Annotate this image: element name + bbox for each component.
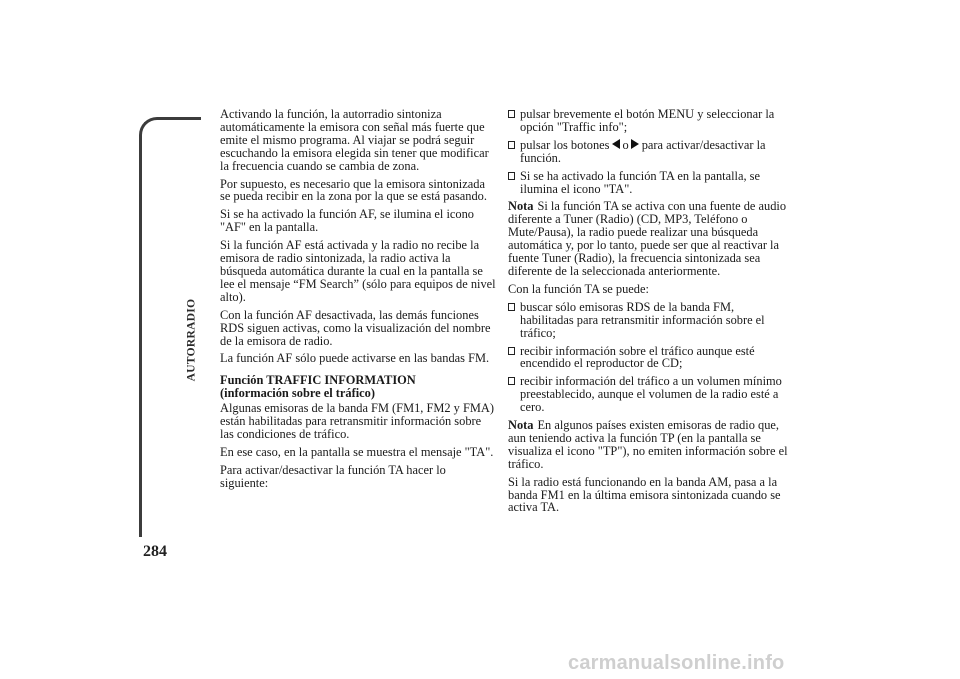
section-heading xyxy=(220,374,496,400)
note xyxy=(508,419,788,471)
note-label: Nota xyxy=(508,199,534,214)
list-item-text: recibir información del tráfico a un volumen mínimo preestablecido, aunque el volumen de la radio esté a cero. xyxy=(520,374,782,415)
list-item xyxy=(508,108,788,134)
paragraph: Con la función AF desactivada, las demás funciones RDS siguen activas, como la visualización del nombre de la emisora de radio. xyxy=(220,307,491,348)
left-column xyxy=(220,108,496,495)
list-item-text-part: pulsar los botones xyxy=(520,137,610,152)
right-column xyxy=(508,108,788,519)
watermark: carmanualsonline.info xyxy=(568,652,785,674)
checkbox-bullet-icon xyxy=(508,377,515,385)
checkbox-bullet-icon xyxy=(508,172,515,180)
section-tab xyxy=(181,300,201,380)
paragraph: Si se ha activado la función AF, se ilumina el icono "AF" en la pantalla. xyxy=(220,207,474,235)
checkbox-bullet-icon xyxy=(508,141,515,149)
list-item xyxy=(508,301,788,340)
checkbox-bullet-icon xyxy=(508,303,515,311)
paragraph: Por supuesto, es necesario que la emisora sintonizada se pueda recibir en la zona por la que se está pasando. xyxy=(220,176,487,204)
list-item xyxy=(508,139,788,165)
paragraph: Para activar/desactivar la función TA hacer lo siguiente: xyxy=(220,462,446,490)
note-label: Nota xyxy=(508,418,534,433)
note-text: Si la función TA se activa con una fuente de audio diferente a Tuner (Radio) (CD, MP3, Teléfono o Mute/Pausa), la radio puede realizar una búsqueda automática y, por lo tanto, puede ser que al reactivar la fuente Tuner (Radio), la frecuencia sintonizada sea diferente de la seleccionada anteriormente. xyxy=(508,199,787,278)
list-item-text xyxy=(520,139,788,165)
arrow-left-icon xyxy=(612,139,620,149)
page-number: 284 xyxy=(143,543,167,560)
paragraph: Activando la función, la autorradio sintoniza automáticamente la emisora con señal más fuerte que emite el mismo programa. Al viajar se podrá seguir escuchando la emisora elegida sin tener que modificar la frecuencia cuando se cambia de zona. xyxy=(220,107,489,173)
paragraph: La función AF sólo puede activarse en las bandas FM. xyxy=(220,351,490,366)
list-item-text-part: o xyxy=(622,137,629,152)
paragraph: Si la función AF está activada y la radio no recibe la emisora de radio sintonizada, la radio activa la búsqueda automática durante la cual en la pantalla se lee el mensaje “FM Search” (sólo para equipos de nivel alto). xyxy=(220,238,496,304)
checkbox-bullet-icon xyxy=(508,110,515,118)
paragraph: Si la radio está funcionando en la banda AM, pasa a la banda FM1 en la última emisora sintonizada cuando se activa TA. xyxy=(508,474,781,515)
list-item-text-part: para activar/desactivar la función. xyxy=(520,137,766,165)
list-item-text: Si se ha activado la función TA en la pantalla, se ilumina el icono "TA". xyxy=(520,168,760,196)
heading-line-2: (información sobre el tráfico) xyxy=(220,386,375,401)
list-item-text: recibir información sobre el tráfico aunque esté encendido el reproductor de CD; xyxy=(520,343,755,371)
list-item xyxy=(508,345,788,371)
checkbox-bullet-icon xyxy=(508,347,515,355)
arrow-right-icon xyxy=(631,139,639,149)
note xyxy=(508,200,788,277)
paragraph: En ese caso, en la pantalla se muestra el mensaje "TA". xyxy=(220,444,494,459)
paragraph: Con la función TA se puede: xyxy=(508,281,649,296)
list-item xyxy=(508,375,788,414)
note-text: En algunos países existen emisoras de radio que, aun teniendo activa la función TP (en la pantalla se visualiza el icono "TP"), no emiten información sobre el tráfico. xyxy=(508,418,788,471)
list-item xyxy=(508,170,788,196)
heading-line-1: Función TRAFFIC INFORMATION xyxy=(220,373,416,388)
paragraph: Algunas emisoras de la banda FM (FM1, FM2 y FMA) están habilitadas para retransmitir información sobre las condiciones de tráfico. xyxy=(220,401,494,441)
list-item-text: buscar sólo emisoras RDS de la banda FM, habilitadas para retransmitir información sobre el tráfico; xyxy=(520,299,765,340)
section-label: AUTORRADIO xyxy=(185,298,198,382)
list-item-text: pulsar brevemente el botón MENU y seleccionar la opción "Traffic info"; xyxy=(520,107,775,134)
